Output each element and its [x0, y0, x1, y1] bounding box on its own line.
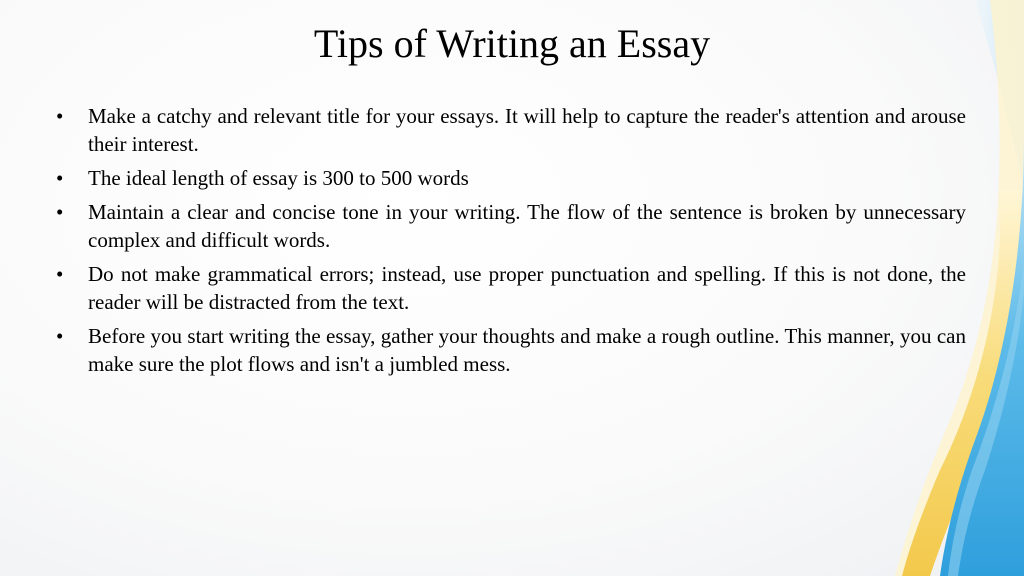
bullet-item — [56, 164, 966, 192]
bullet-dot-icon: • — [56, 262, 64, 286]
bullet-dot-icon: • — [56, 166, 64, 190]
bullet-item — [56, 102, 966, 158]
bullet-dot-icon: • — [56, 200, 64, 224]
bullet-item — [56, 322, 966, 378]
bullet-text: Maintain a clear and concise tone in your writing. The flow of the sentence is broken by unnecessary complex and difficult words. — [88, 200, 966, 252]
bullet-item — [56, 198, 966, 254]
bullet-dot-icon: • — [56, 324, 64, 348]
bullet-text: Do not make grammatical errors; instead, use proper punctuation and spelling. If this is not done, the reader will be distracted from the text. — [88, 262, 966, 314]
slide-title: Tips of Writing an Essay — [313, 21, 711, 66]
bullet-list — [56, 102, 966, 384]
bullet-text: Before you start writing the essay, gather your thoughts and make a rough outline. This manner, you can make sure the plot flows and isn't a jumbled mess. — [88, 324, 966, 376]
bullet-item — [56, 260, 966, 316]
bullet-text: Make a catchy and relevant title for your essays. It will help to capture the reader's attention and arouse their interest. — [88, 104, 966, 156]
bullet-text: The ideal length of essay is 300 to 500 words — [88, 166, 469, 190]
bullet-dot-icon: • — [56, 104, 64, 128]
